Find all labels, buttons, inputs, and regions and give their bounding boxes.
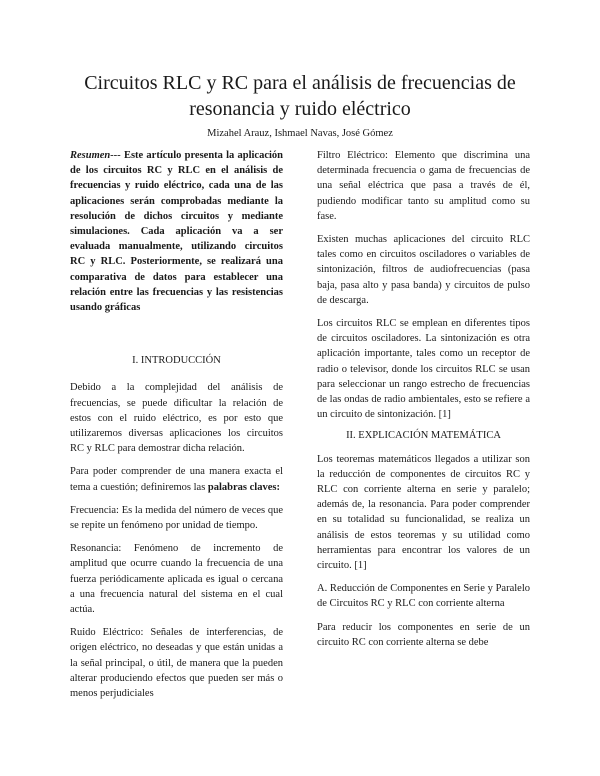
abstract-text: Este artículo presenta la aplicación de los circuitos RC y RLC en el análisis de frecuencias y ruido eléctrico, cada una de las aplicaciones serán comprobadas mediante la resolución de dichos circuitos y mediante simulaciones. Cada aplicación va a ser evaluada manualmente, utilizando circuitos RC y RLC. Posteriormente, se realizará una comparativa de datos para establecer una relación entre las frecuencias y las resistencias usando gráficas <box>70 150 283 314</box>
definition-ruido-electrico: Ruido Eléctrico: Señales de interferencias, de origen eléctrico, no deseadas y que están unidas a la señal principal, o útil, de manera que la pueden alterar produciendo efectos que pueden ser más o menos perjudiciales <box>70 627 283 700</box>
math-paragraph: Los teoremas matemáticos llegados a utilizar son la reducción de componentes de circuitos RC y RLC con corriente alterna en serie y paralelo; además de, la resonancia. Para poder comprender en su totalidad su funcionalidad, se realiza un análisis de estos teoremas y su utilidad como herramientas para encontrar los valores de un circuito. [1] <box>317 453 530 572</box>
uses-paragraph: Los circuitos RLC se emplean en diferentes tipos de circuitos osciladores. La sintonización es otra aplicación importante, tales como un receptor de radio o televisor, donde los circuitos RLC se usan para seleccionar un rango estrecho de frecuencias de las ondas de radio ambientales, esto se refiere a un circuito de sintonización. [1] <box>317 318 530 421</box>
reduction-paragraph: Para reducir los componentes en serie de un circuito RC con corriente alterna se debe <box>317 621 530 648</box>
section-heading-introduction: I. INTRODUCCIÓN <box>132 355 221 367</box>
left-column <box>70 148 283 709</box>
abstract <box>70 148 283 315</box>
right-column <box>317 148 530 658</box>
keywords-intro-paragraph <box>70 464 283 494</box>
subsection-heading-reduccion: A. Reducción de Componentes en Serie y Paralelo de Circuitos RC y RLC con corriente alterna <box>317 583 530 610</box>
abstract-label: Resumen--- <box>70 150 121 161</box>
paper-title: Circuitos RLC y RC para el análisis de frecuencias de resonancia y ruido eléctrico <box>84 72 516 120</box>
keywords-label: palabras claves: <box>207 481 280 493</box>
section-heading-explicacion-matematica: II. EXPLICACIÓN MATEMÁTICA <box>346 430 501 442</box>
applications-paragraph: Existen muchas aplicaciones del circuito RLC tales como en circuitos osciladores o variables de sintonización, filtros de audiofrecuencias (pasa baja, pasa alto y pasa banda) y circuitos de pulso de descarga. <box>317 234 530 306</box>
keywords-intro-text: Para poder comprender de una manera exacta el tema a cuestión; definiremos las <box>70 466 283 493</box>
intro-paragraph: Debido a la complejidad del análisis de frecuencias, se puede dificultar la relación de estos con el ruido eléctrico, es por esto que utilizaremos diversas aplicaciones los circuitos RC y RLC para demostrar dicha relación. <box>70 382 283 455</box>
definition-frecuencia: Frecuencia: Es la medida del número de veces que se repite un fenómeno por unidad de tiempo. <box>70 504 283 532</box>
author-list: Mizahel Arauz, Ishmael Navas, José Gómez <box>207 128 393 139</box>
definition-resonancia: Resonancia: Fenómeno de incremento de amplitud que ocurre cuando la frecuencia de una fuerza periódicamente aplicada es igual o cercana a una frecuencia natural del sistema en el cual actúa. <box>70 543 283 616</box>
definition-filtro-electrico: Filtro Eléctrico: Elemento que discrimina una determinada frecuencia o gama de frecuencias de una señal eléctrica que pasa a través de él, pudiendo modificar tanto su amplitud como su fase. <box>317 150 530 222</box>
